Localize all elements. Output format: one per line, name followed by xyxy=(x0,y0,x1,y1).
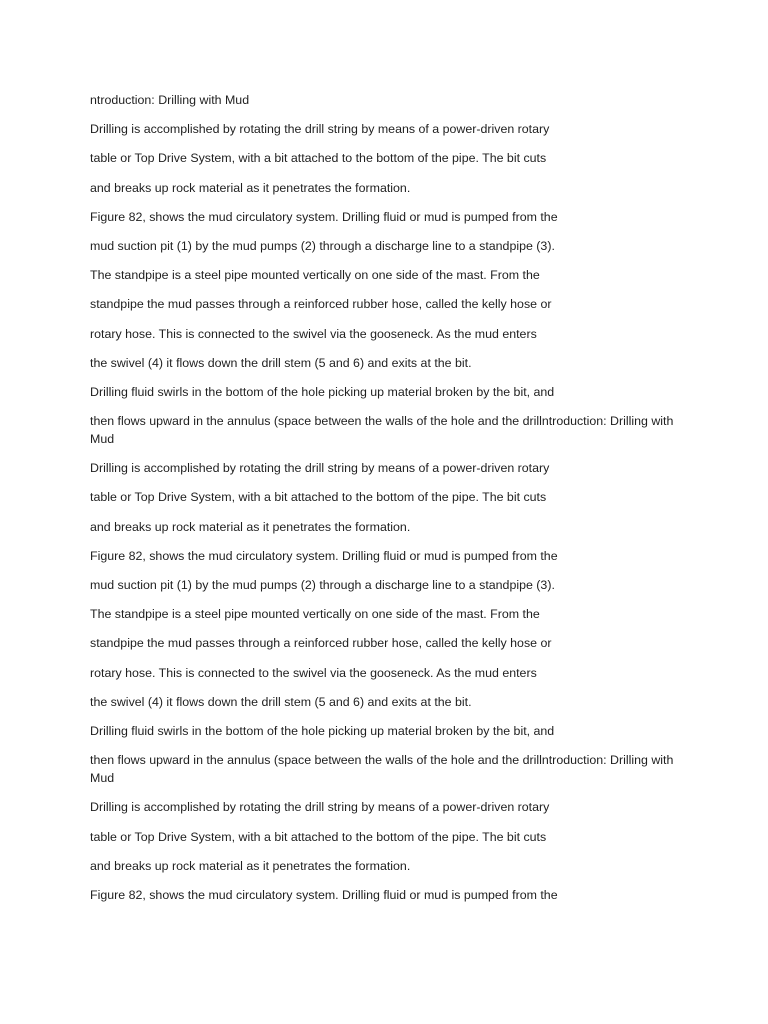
text-line: rotary hose. This is connected to the swivel via the gooseneck. As the mud enters xyxy=(90,326,537,341)
text-line: and breaks up rock material as it penetrates the formation. xyxy=(90,180,411,195)
text-line: Figure 82, shows the mud circulatory system. Drilling fluid or mud is pumped from the xyxy=(90,548,558,563)
text-line: rotary hose. This is connected to the swivel via the gooseneck. As the mud enters xyxy=(90,665,537,680)
text-line: then flows upward in the annulus (space between the walls of the hole and the drillntroduction: Drilling with Mud xyxy=(90,753,674,786)
text-line: The standpipe is a steel pipe mounted vertically on one side of the mast. From the xyxy=(90,268,540,283)
text-line: Figure 82, shows the mud circulatory system. Drilling fluid or mud is pumped from the xyxy=(90,887,558,902)
text-line: mud suction pit (1) by the mud pumps (2) through a discharge line to a standpipe (3). xyxy=(90,238,555,253)
text-line: Figure 82, shows the mud circulatory system. Drilling fluid or mud is pumped from the xyxy=(90,209,558,224)
text-line: and breaks up rock material as it penetrates the formation. xyxy=(90,519,411,534)
text-line: The standpipe is a steel pipe mounted vertically on one side of the mast. From the xyxy=(90,607,540,622)
text-line: the swivel (4) it flows down the drill stem (5 and 6) and exits at the bit. xyxy=(90,355,472,370)
text-line: the swivel (4) it flows down the drill stem (5 and 6) and exits at the bit. xyxy=(90,694,472,709)
text-line: Drilling is accomplished by rotating the drill string by means of a power-driven rotary xyxy=(90,122,550,137)
text-line: table or Top Drive System, with a bit attached to the bottom of the pipe. The bit cuts xyxy=(90,151,547,166)
text-line: ntroduction: Drilling with Mud xyxy=(90,93,250,107)
text-line: Drilling fluid swirls in the bottom of the hole picking up material broken by the bit, and xyxy=(90,384,555,399)
text-line: and breaks up rock material as it penetrates the formation. xyxy=(90,858,411,873)
text-line: mud suction pit (1) by the mud pumps (2) through a discharge line to a standpipe (3). xyxy=(90,578,555,592)
text-line: then flows upward in the annulus (space between the walls of the hole and the drillntroduction: Drilling with Mud xyxy=(90,414,674,447)
text-line: table or Top Drive System, with a bit attached to the bottom of the pipe. The bit cuts xyxy=(90,829,547,844)
text-line: Drilling is accomplished by rotating the drill string by means of a power-driven rotary xyxy=(90,461,550,476)
text-line: Drilling is accomplished by rotating the drill string by means of a power-driven rotary xyxy=(90,800,550,815)
text-line: standpipe the mud passes through a reinforced rubber hose, called the kelly hose or xyxy=(90,297,552,312)
text-line: Drilling fluid swirls in the bottom of the hole picking up material broken by the bit, and xyxy=(90,723,555,738)
document-body xyxy=(90,91,680,915)
text-line: standpipe the mud passes through a reinforced rubber hose, called the kelly hose or xyxy=(90,636,552,651)
text-line: table or Top Drive System, with a bit attached to the bottom of the pipe. The bit cuts xyxy=(90,490,547,505)
